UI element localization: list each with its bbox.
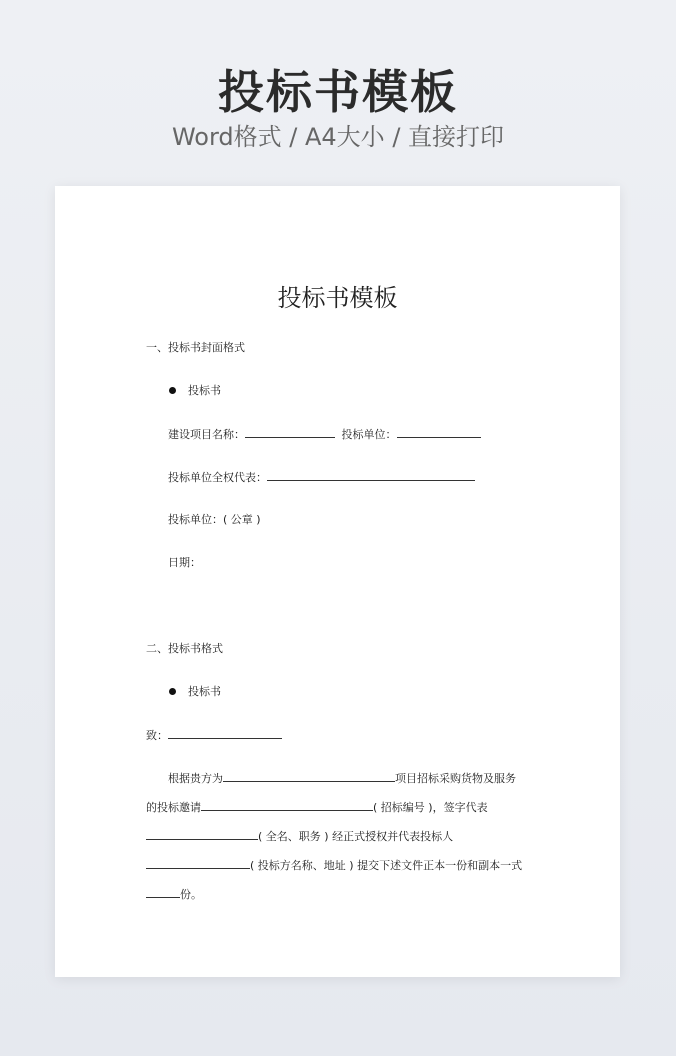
copies-blank — [146, 886, 180, 898]
banner-subtitle: Word格式 / A4大小 / 直接打印 — [171, 123, 505, 151]
p2-text-b: ( 招标编号 )，签字代表 — [373, 801, 488, 814]
bidder-blank — [397, 426, 481, 438]
document-page — [55, 186, 620, 977]
addressee-row — [146, 727, 282, 744]
project-name-blank — [245, 426, 335, 438]
project-name-label: 建设项目名称： — [168, 428, 245, 441]
p3-text: ( 全名、职务 ) 经正式授权并代表投标人 — [258, 830, 454, 843]
signer-blank — [146, 828, 258, 840]
paragraph-line-5 — [146, 886, 202, 903]
project-name-row — [168, 426, 481, 443]
addressee-blank — [168, 727, 282, 739]
document-title: 投标书模板 — [277, 284, 398, 312]
bidder-label: 投标单位： — [341, 428, 397, 441]
bullet-dot — [169, 688, 176, 695]
date-row: 日期： — [168, 556, 201, 569]
paragraph-line-1 — [168, 770, 516, 787]
tender-number-blank — [201, 799, 373, 811]
addressee-label: 致： — [146, 729, 168, 742]
section1-heading: 一、投标书封面格式 — [146, 341, 245, 354]
p2-text-a: 的投标邀请 — [146, 801, 201, 814]
bullet-dot — [169, 387, 176, 394]
p1-text-a: 根据贵方为 — [168, 772, 223, 785]
paragraph-line-3 — [146, 828, 453, 845]
seal-row: 投标单位：( 公章 ) — [168, 513, 261, 526]
paragraph-line-2 — [146, 799, 488, 816]
representative-row — [168, 469, 475, 486]
bidder-info-blank — [146, 857, 250, 869]
project-blank — [223, 770, 395, 782]
p1-text-b: 项目招标采购货物及服务 — [395, 772, 516, 785]
p4-text: ( 投标方名称、地址 ) 提交下述文件正本一份和副本一式 — [250, 859, 523, 872]
representative-label: 投标单位全权代表： — [168, 471, 267, 484]
section2-heading: 二、投标书格式 — [146, 642, 223, 655]
p5-text: 份。 — [180, 888, 202, 901]
paragraph-line-4 — [146, 857, 522, 874]
banner-title: 投标书模板 — [218, 65, 458, 119]
section2-bullet-label: 投标书 — [188, 685, 221, 698]
representative-blank — [267, 469, 475, 481]
section1-bullet-label: 投标书 — [188, 384, 221, 397]
